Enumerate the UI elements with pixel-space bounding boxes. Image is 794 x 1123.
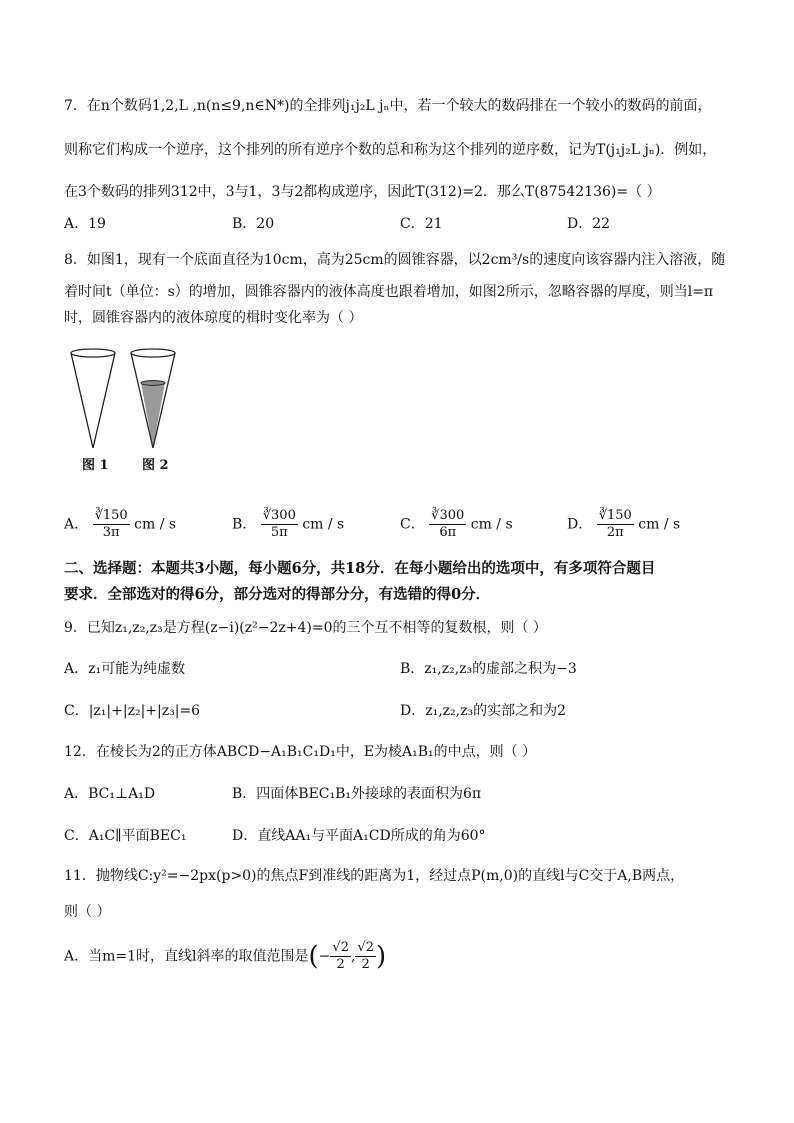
q9-option-b: B．z₁,z₂,z₃的虚部之积为−3 <box>400 661 577 677</box>
q11-a-fraction-1: $\frac{√2}{2}$ <box>332 940 349 972</box>
q8-option-c: C． $\frac{∛300}{6\pi}$ cm / s <box>400 508 513 540</box>
section2-header-line2: 要求．全部选对的得6分，部分选对的得部分分，有选错的得0分． <box>64 586 491 603</box>
q8-option-a: A． $\frac{∛150}{3\pi}$ cm / s <box>64 508 177 540</box>
cone-2 <box>131 349 175 448</box>
q7-option-d: D．22 <box>567 216 611 232</box>
cone-1 <box>71 349 115 448</box>
q7-option-b: B．20 <box>232 216 275 232</box>
q8-b-fraction: $\frac{∛300}{5\pi}$ <box>262 508 296 540</box>
q7-line2: 则称它们构成一个逆序，这个排列的所有逆序个数的总和称为这个排列的逆序数，记为T(j₁j₂L jₙ)．例如， <box>64 142 717 158</box>
q11-a-fraction-2: $\frac{√2}{2}$ <box>357 940 374 972</box>
q11-line1: 11．抛物线C:y²=−2px(p>0)的焦点F到准线的距离为1，经过点P(m,0)的直线l与C交于A,B两点， <box>64 868 685 884</box>
q11-option-a: A．当m=1时，直线l斜率的取值范围是(− $\frac{√2}{2}$ , $\frac{√2}{2}$ ) <box>64 940 387 972</box>
q8-c-fraction: $\frac{∛300}{6\pi}$ <box>431 508 465 540</box>
q9-line1: 9．已知z₁,z₂,z₃是方程(z−i)(z²−2z+4)=0的三个互不相等的复数根，则（ ） <box>64 620 547 636</box>
q12-option-b: B．四面体BEC₁B₁外接球的表面积为6π <box>232 786 482 802</box>
q9-option-d: D．z₁,z₂,z₃的实部之和为2 <box>400 703 566 719</box>
q11-line2: 则（ ） <box>64 904 111 920</box>
q12-option-d: D．直线AA₁与平面A₁CD所成的角为60° <box>232 828 486 844</box>
section2-header-line1: 二、选择题：本题共3小题，每小题6分，共18分．在每小题给出的选项中，有多项符合题目 <box>64 560 656 577</box>
left-paren: ( <box>308 941 319 972</box>
right-paren: ) <box>375 941 387 972</box>
q7-line3: 在3个数码的排列312中，3与1，3与2都构成逆序，因此T(312)=2．那么T(87542136)=（ ） <box>64 184 661 200</box>
fig1-label: 图 1 <box>82 458 109 473</box>
q8-line3: 时，圆锥容器内的液体琼度的楫时变化率为（ ） <box>64 310 363 326</box>
q7-option-a: A．19 <box>64 216 106 232</box>
q7-option-c: C．21 <box>400 216 443 232</box>
q8-option-d: D． $\frac{∛150}{2\pi}$ cm / s <box>567 508 681 540</box>
q9-option-c: C．|z₁|+|z₂|+|z₃|=6 <box>64 703 201 719</box>
cone-figures <box>64 340 184 480</box>
q8-line2: 着时间t（单位：s）的增加，圆锥容器内的液体高度也跟着增加，如图2所示，忽略容器的厚度，则当l=π <box>64 284 714 300</box>
q8-option-b: B． $\frac{∛300}{5\pi}$ cm / s <box>232 508 345 540</box>
q7-line1: 7．在n个数码1,2,L ,n(n≤9,n∈N*)的全排列j₁j₂L jₙ中，若一个较大的数码排在一个较小的数码的前面， <box>64 98 712 114</box>
q12-option-c: C．A₁C∥平面BEC₁ <box>64 828 187 844</box>
q8-a-fraction: $\frac{∛150}{3\pi}$ <box>94 508 128 540</box>
q12-option-a: A．BC₁⊥A₁D <box>64 786 156 802</box>
q9-option-a: A．z₁可能为纯虚数 <box>64 661 186 677</box>
q12-line1: 12．在棱长为2的正方体ABCD−A₁B₁C₁D₁中，E为棱A₁B₁的中点，则（ ） <box>64 744 537 760</box>
q8-line1: 8．如图1，现有一个底面直径为10cm，高为25cm的圆锥容器，以2cm³/s的速度向该容器内注入溶液，随 <box>64 252 726 268</box>
q8-d-fraction: $\frac{∛150}{2\pi}$ <box>598 508 632 540</box>
fig2-label: 图 2 <box>142 458 169 473</box>
